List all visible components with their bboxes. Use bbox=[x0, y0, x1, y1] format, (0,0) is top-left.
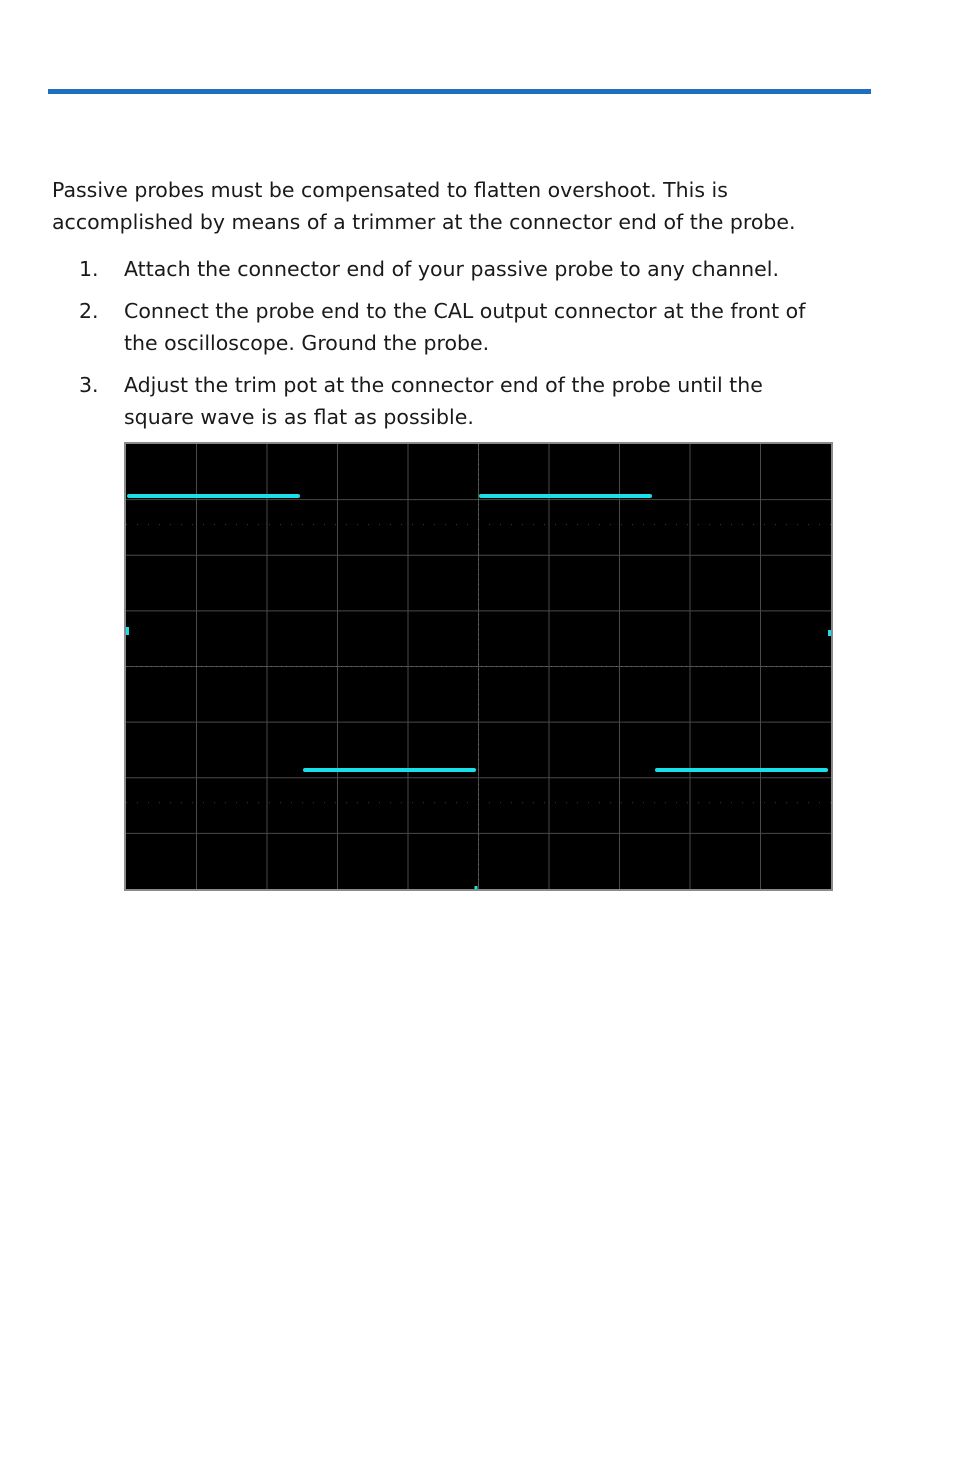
step-text-line: Connect the probe end to the CAL output connector at the front of bbox=[124, 299, 806, 323]
header-rule bbox=[48, 89, 871, 94]
intro-line-1: Passive probes must be compensated to flatten overshoot. This is bbox=[52, 178, 728, 202]
step-3 bbox=[52, 369, 872, 433]
step-text-line: square wave is as flat as possible. bbox=[124, 405, 474, 429]
step-2 bbox=[52, 295, 872, 359]
oscilloscope-display bbox=[126, 444, 831, 889]
step-number: 1. bbox=[79, 257, 99, 281]
trigger-marker bbox=[475, 886, 478, 889]
intro-line-2: accomplished by means of a trimmer at the connector end of the probe. bbox=[52, 210, 796, 234]
step-number: 3. bbox=[79, 373, 99, 397]
channel-marker-left bbox=[126, 627, 129, 635]
intro-paragraph bbox=[52, 174, 872, 238]
channel-marker-right bbox=[828, 630, 831, 636]
step-text-line: Attach the connector end of your passive probe to any channel. bbox=[124, 257, 779, 281]
step-1 bbox=[52, 253, 872, 285]
step-text-line: the oscilloscope. Ground the probe. bbox=[124, 331, 490, 355]
procedure-steps bbox=[52, 253, 872, 443]
oscilloscope-screenshot bbox=[124, 442, 833, 891]
step-text-line: Adjust the trim pot at the connector end of the probe until the bbox=[124, 373, 763, 397]
step-number: 2. bbox=[79, 299, 99, 323]
